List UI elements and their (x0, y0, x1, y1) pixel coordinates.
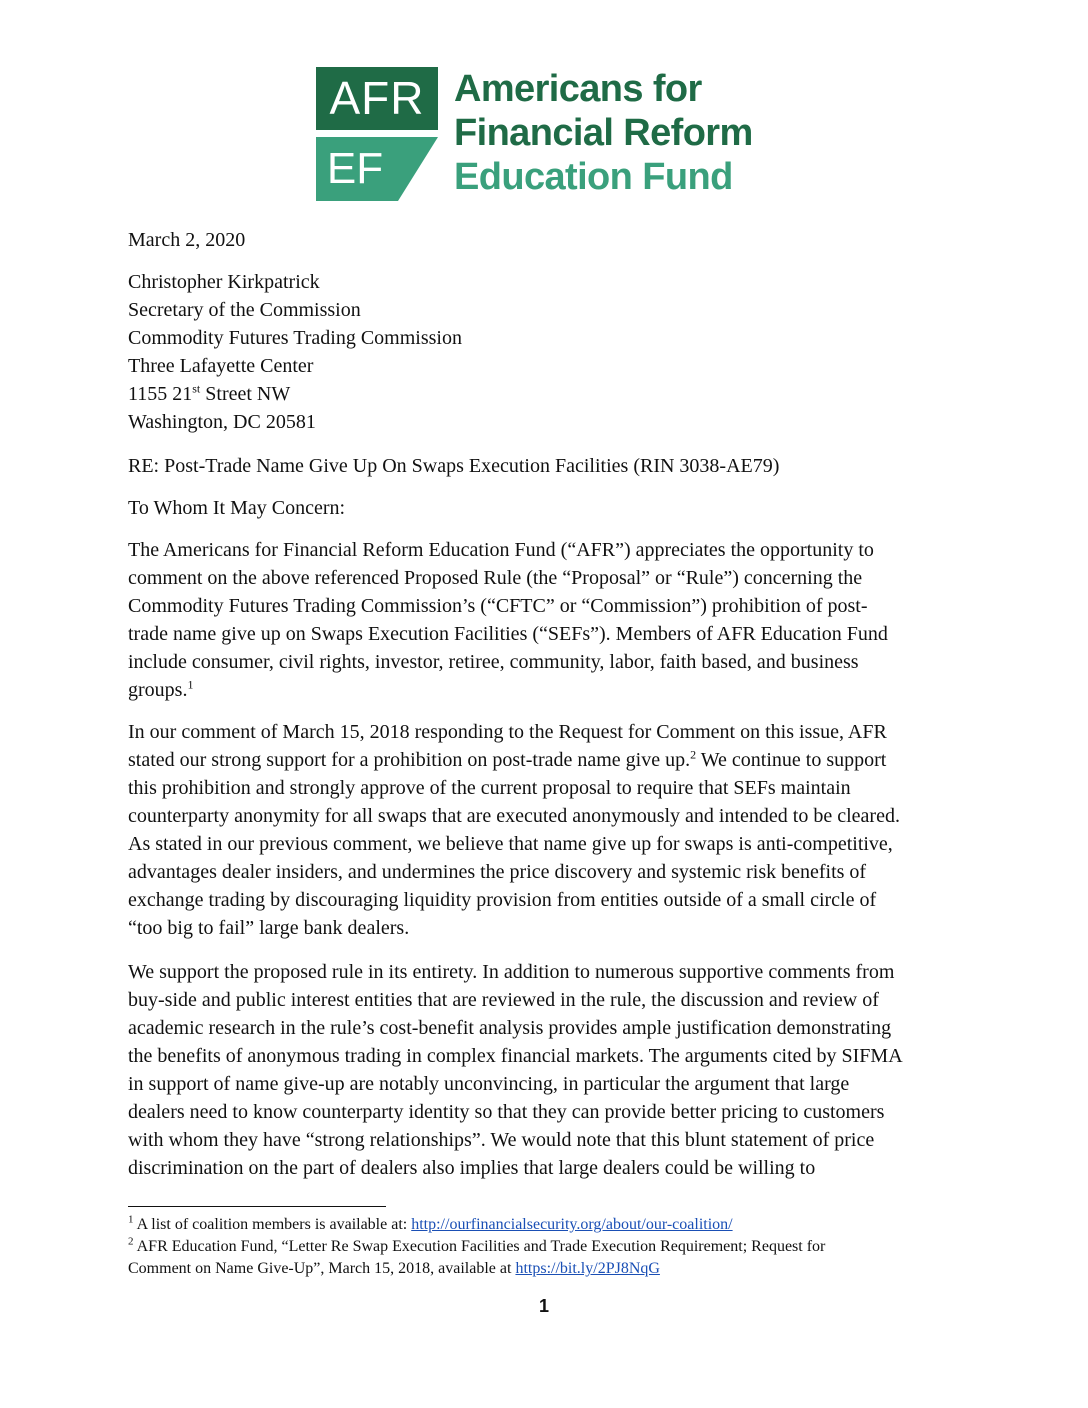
footnote-divider (128, 1206, 386, 1207)
paragraph-last-text: groups. (128, 679, 188, 701)
subject-text: RE: Post-Trade Name Give Up On Swaps Execution Facilities (RIN 3038-AE79) (128, 455, 780, 477)
paragraph-line: dealers need to know counterparty identity so that they can provide better pricing to customers (128, 1101, 885, 1123)
paragraph-line: In our comment of March 15, 2018 responding to the Request for Comment on this issue, AFR (128, 721, 887, 743)
paragraph-line: trade name give up on Swaps Execution Facilities (“SEFs”). Members of AFR Education Fund (128, 623, 888, 645)
paragraph-line: Commodity Futures Trading Commission’s (“CFTC” or “Commission”) prohibition of post- (128, 595, 868, 617)
footnote-ref-2: 2 (690, 747, 697, 762)
page-number: 1 (538, 1296, 549, 1316)
paragraph-line: buy-side and public interest entities that are reviewed in the rule, the discussion and review of (128, 989, 879, 1011)
date-text: March 2, 2020 (128, 229, 246, 251)
paragraph-line: “too big to fail” large bank dealers. (128, 917, 410, 939)
recipient-title: Secretary of the Commission (128, 299, 361, 321)
footnote-text: Comment on Name Give-Up”, March 15, 2018, available at (128, 1260, 516, 1277)
paragraph-line: The Americans for Financial Reform Education Fund (“AFR”) appreciates the opportunity to (128, 539, 874, 561)
paragraph-line: this prohibition and strongly approve of the current proposal to require that SEFs maintain (128, 777, 851, 799)
paragraph-line: As stated in our previous comment, we believe that name give up for swaps is anti-competitive, (128, 833, 893, 855)
salutation (128, 494, 958, 522)
recipient-building: Three Lafayette Center (128, 355, 314, 377)
recipient-organization: Commodity Futures Trading Commission (128, 327, 462, 349)
recipient-name: Christopher Kirkpatrick (128, 271, 320, 293)
afr-logo (316, 67, 756, 201)
street-ordinal: st (192, 381, 201, 396)
logo-text-line-1: Americans for (454, 68, 702, 110)
paragraph-text: We continue to support (696, 749, 887, 771)
paragraph-line: with whom they have “strong relationships”. We would note that this blunt statement of price (128, 1129, 875, 1151)
paragraph-line: exchange trading by discouraging liquidity provision from entities outside of a small circle of (128, 889, 877, 911)
paragraph-3 (128, 958, 958, 1182)
paragraph-text: stated our strong support for a prohibition on post-trade name give up. (128, 749, 691, 771)
footnote-ref-1: 1 (187, 677, 194, 692)
paragraph-2 (128, 718, 958, 942)
footnote-1 (128, 1214, 958, 1236)
footnote-number: 2 (128, 1235, 134, 1248)
logo-text-line-2: Financial Reform (454, 112, 753, 154)
recipient-city: Washington, DC 20581 (128, 411, 316, 433)
footnote-number: 1 (128, 1213, 134, 1226)
recipient-street (128, 380, 958, 408)
letter-date (128, 226, 958, 254)
logo-ef-box (316, 137, 438, 201)
paragraph-line: academic research in the rule’s cost-benefit analysis provides ample justification demonstrating (128, 1017, 892, 1039)
footnote-text: AFR Education Fund, “Letter Re Swap Execution Facilities and Trade Execution Requirement; Request for (133, 1238, 826, 1255)
paragraph-1 (128, 536, 958, 704)
coalition-link[interactable]: http://ourfinancialsecurity.org/about/our-coalition/ (411, 1216, 733, 1233)
logo-ef-text: EF (326, 144, 384, 193)
street-number: 1155 21 (128, 383, 193, 405)
paragraph-line: discrimination on the part of dealers also implies that large dealers could be willing to (128, 1157, 816, 1179)
logo-text-line-3: Education Fund (454, 156, 733, 198)
paragraph-line: the benefits of anonymous trading in complex financial markets. The arguments cited by SIFMA (128, 1045, 903, 1067)
paragraph-line (128, 676, 958, 704)
paragraph-line: advantages dealer insiders, and undermines the price discovery and systemic risk benefits of (128, 861, 867, 883)
footnote-2 (128, 1236, 958, 1258)
paragraph-line: in support of name give-up are notably unconvincing, in particular the argument that large (128, 1073, 850, 1095)
footnote-2-continued (128, 1258, 958, 1280)
paragraph-line: comment on the above referenced Proposed Rule (the “Proposal” or “Rule”) concerning the (128, 567, 863, 589)
letter-link[interactable]: https://bit.ly/2PJ8NqG (515, 1260, 660, 1277)
paragraph-line: include consumer, civil rights, investor, retiree, community, labor, faith based, and business (128, 651, 859, 673)
footnote-text: A list of coalition members is available at: (133, 1216, 412, 1233)
paragraph-line (128, 746, 958, 774)
salutation-text: To Whom It May Concern: (128, 497, 346, 519)
recipient-address (128, 268, 958, 436)
footnotes (128, 1214, 958, 1280)
logo-afr-box: AFR (316, 67, 438, 130)
subject-line (128, 452, 958, 480)
paragraph-line: counterparty anonymity for all swaps that are executed anonymously and intended to be cleared. (128, 805, 900, 827)
street-name: Street NW (200, 383, 291, 405)
paragraph-line: We support the proposed rule in its entirety. In addition to numerous supportive comments from (128, 961, 895, 983)
